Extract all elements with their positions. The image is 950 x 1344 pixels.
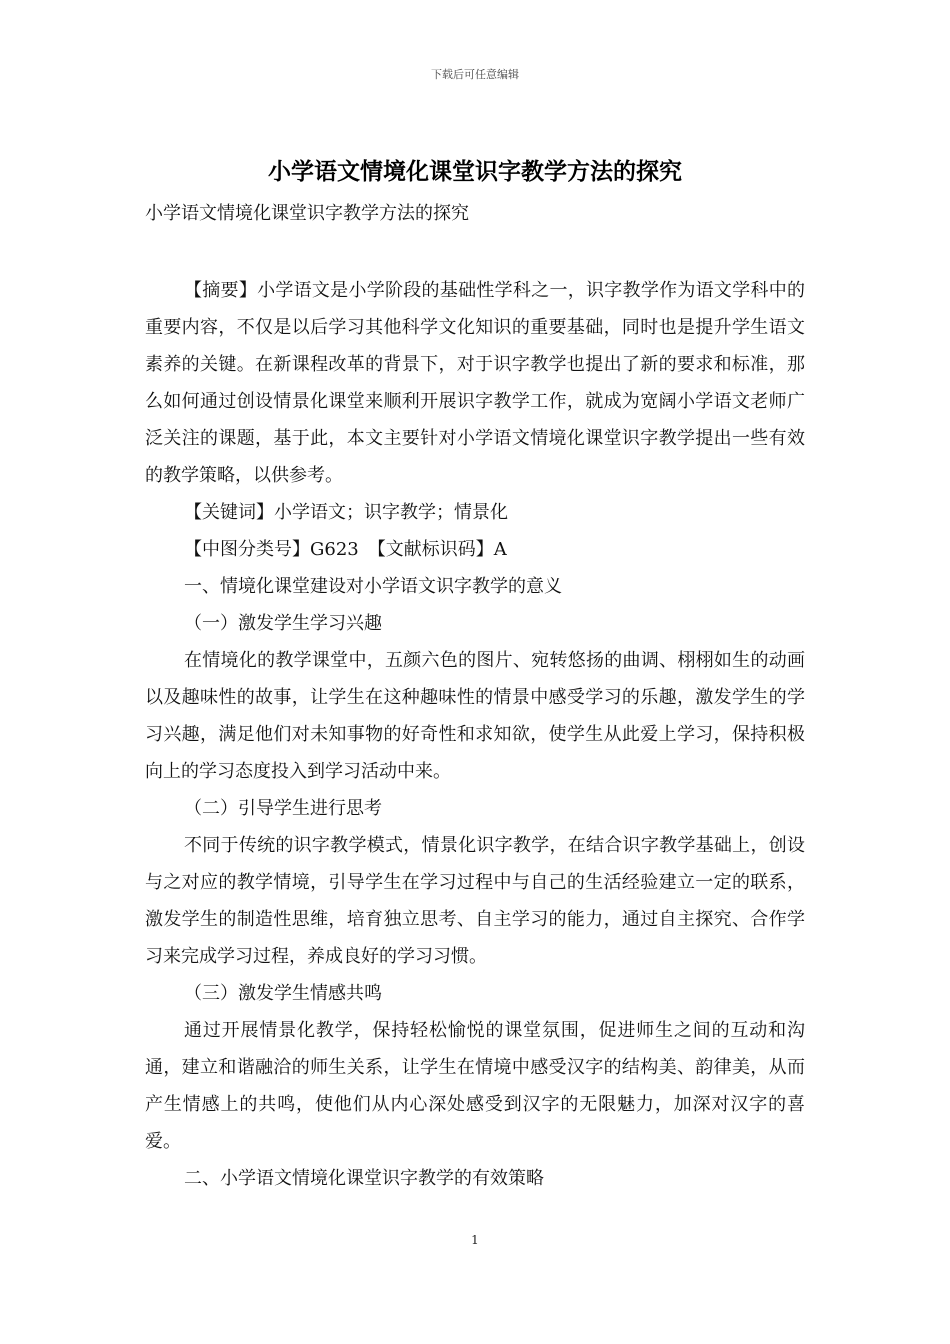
keywords-line: 【关键词】小学语文；识字教学；情景化 [184, 502, 508, 523]
document-body [145, 272, 805, 1197]
document-subtitle: 小学语文情境化课堂识字教学方法的探究 [145, 203, 469, 224]
section-heading-2: 二、小学语文情境化课堂识字教学的有效策略 [184, 1168, 544, 1189]
classification-line: 【中图分类号】G623 【文献标识码】A [184, 539, 507, 560]
subsection-heading-1-3: （三）激发学生情感共鸣 [184, 983, 382, 1004]
subsection-heading-1-2: （二）引导学生进行思考 [184, 798, 382, 819]
abstract-paragraph: 【摘要】小学语文是小学阶段的基础性学科之一，识字教学作为语文学科中的重要内容，不仅是以后学习其他科学文化知识的重要基础，同时也是提升学生语文素养的关键。在新课程改革的背景下，对于识字教学也提出了新的要求和标准，那么如何通过创设情景化课堂来顺利开展识字教学工作，就成为宽阔小学语文老师广泛关注的课题，基于此，本文主要针对小学语文情境化课堂识字教学提出一些有效的教学策略，以供参考。 [145, 280, 805, 486]
body-paragraph: 不同于传统的识字教学模式，情景化识字教学，在结合识字教学基础上，创设与之对应的教学情境，引导学生在学习过程中与自己的生活经验建立一定的联系，激发学生的制造性思维，培育独立思考、自主学习的能力，通过自主探究、合作学习来完成学习过程，养成良好的学习习惯。 [145, 835, 805, 967]
document-title: 小学语文情境化课堂识字教学方法的探究 [268, 158, 682, 185]
body-paragraph: 在情境化的教学课堂中，五颜六色的图片、宛转悠扬的曲调、栩栩如生的动画以及趣味性的故事，让学生在这种趣味性的情景中感受学习的乐趣，激发学生的学习兴趣，满足他们对未知事物的好奇性和求知欲，使学生从此爱上学习，保持积极向上的学习态度投入到学习活动中来。 [145, 650, 805, 782]
page-number: 1 [471, 1233, 479, 1247]
page-header-note: 下载后可任意编辑 [431, 68, 519, 81]
section-heading-1: 一、情境化课堂建设对小学语文识字教学的意义 [184, 576, 562, 597]
subsection-heading-1-1: （一）激发学生学习兴趣 [184, 613, 382, 634]
body-paragraph: 通过开展情景化教学，保持轻松愉悦的课堂氛围，促进师生之间的互动和沟通，建立和谐融洽的师生关系，让学生在情境中感受汉字的结构美、韵律美，从而产生情感上的共鸣，使他们从内心深处感受到汉字的无限魅力，加深对汉字的喜爱。 [145, 1020, 805, 1152]
